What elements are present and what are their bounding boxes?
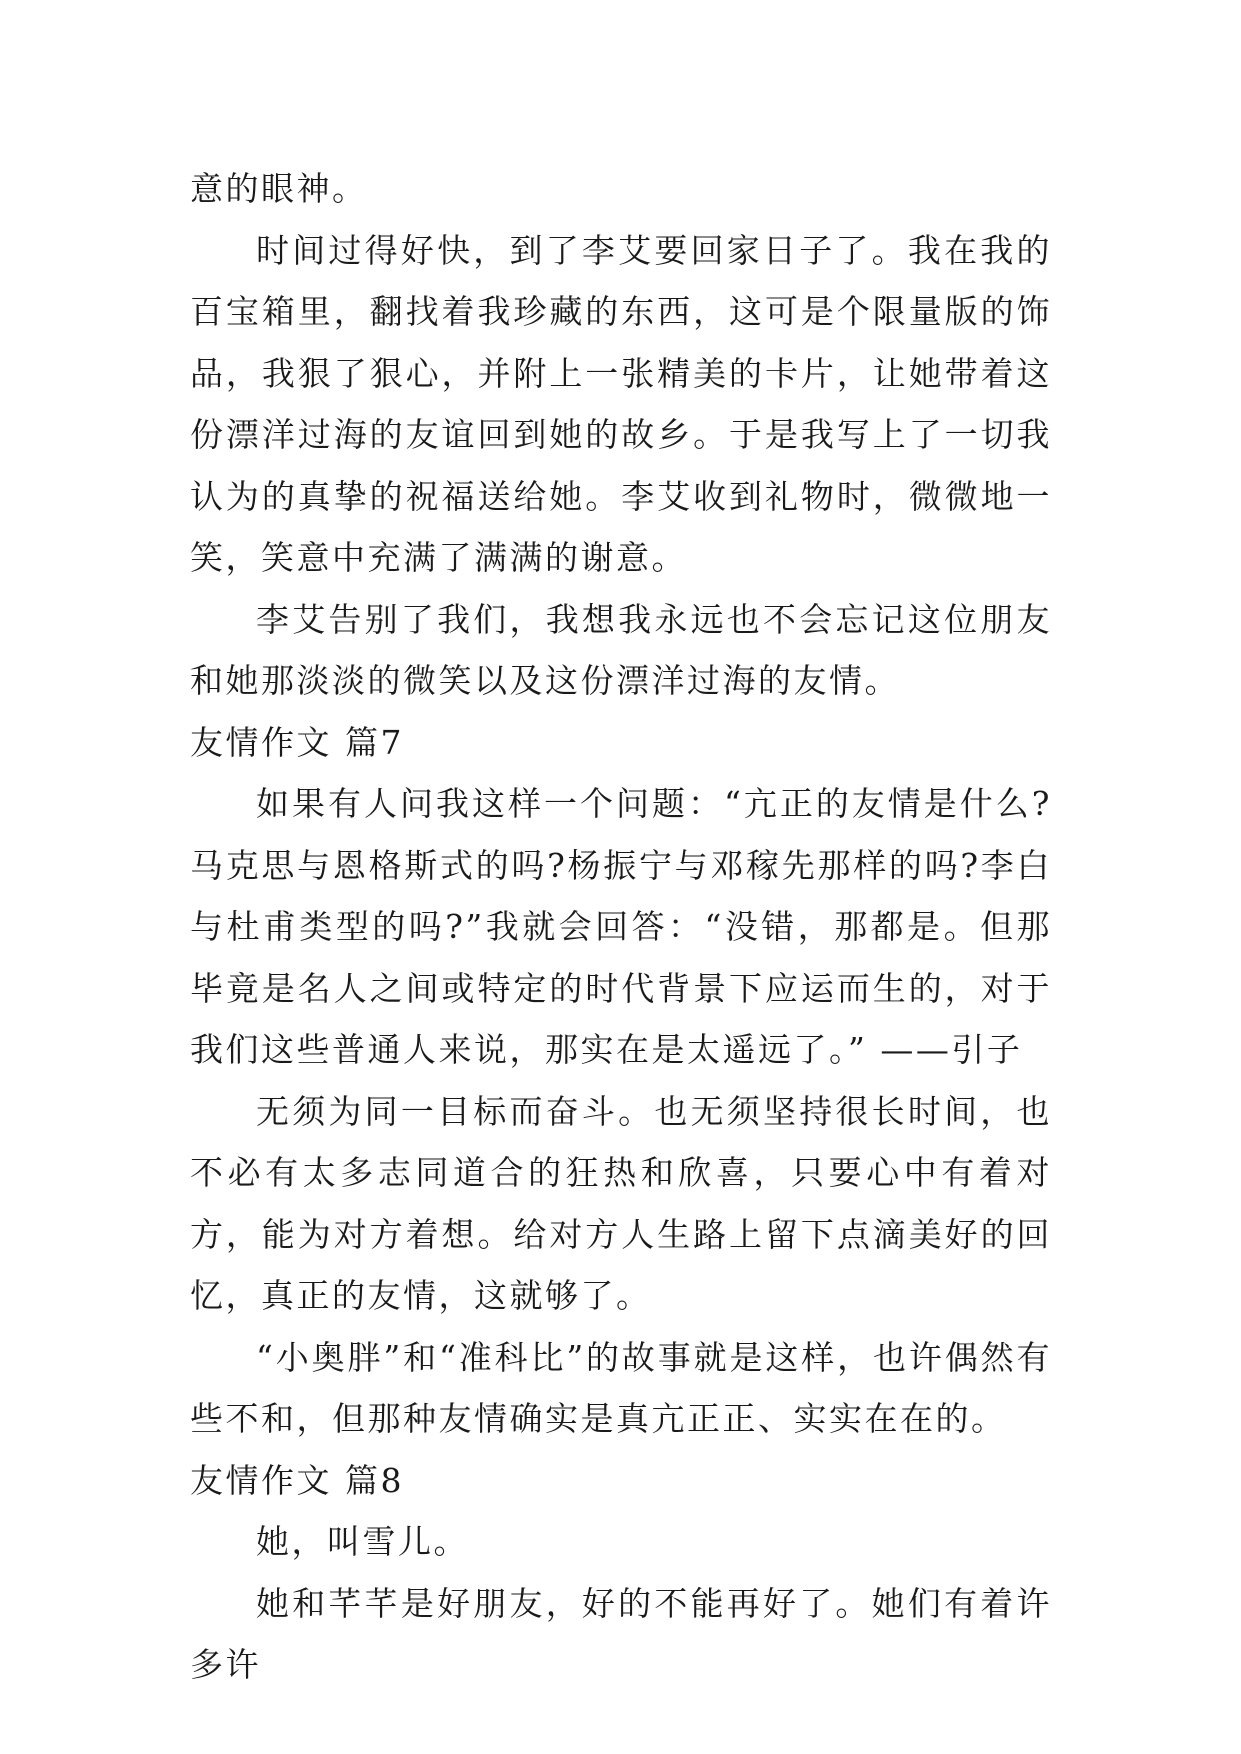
paragraph-continuation: 意的眼神。 xyxy=(190,169,368,208)
paragraph: 如果有人问我这样一个问题：“亢正的友情是什么?马克思与恩格斯式的吗?杨振宁与邓稼先那样的吗?李白与杜甫类型的吗?”我就会回答：“没错，那都是。但那毕竟是名人之间或特定的时代背景下应运而生的，对于我们这些普通人来说，那实在是太遥远了。” ——引子 xyxy=(190,784,1052,1069)
section-heading: 友情作文 篇8 xyxy=(190,1460,404,1500)
paragraph: 无须为同一目标而奋斗。也无须坚持很长时间，也不必有太多志同道合的狂热和欣喜，只要心中有着对方，能为对方着想。给对方人生路上留下点滴美好的回忆，真正的友情，这就够了。 xyxy=(190,1091,1052,1315)
document-body xyxy=(190,158,1052,1696)
paragraph: 她，叫雪儿。 xyxy=(256,1522,469,1561)
section-heading: 友情作文 篇7 xyxy=(190,722,404,762)
paragraph: 她和芊芊是好朋友，好的不能再好了。她们有着许多许 xyxy=(190,1583,1052,1684)
paragraph: 李艾告别了我们，我想我永远也不会忘记这位朋友和她那淡淡的微笑以及这份漂洋过海的友情。 xyxy=(190,599,1052,700)
paragraph: “小奥胖”和“准科比”的故事就是这样，也许偶然有些不和，但那种友情确实是真亢正正、实实在在的。 xyxy=(190,1337,1052,1438)
paragraph: 时间过得好快，到了李艾要回家日子了。我在我的百宝箱里，翻找着我珍藏的东西，这可是个限量版的饰品，我狠了狠心，并附上一张精美的卡片，让她带着这份漂洋过海的友谊回到她的故乡。于是我写上了一切我认为的真挚的祝福送给她。李艾收到礼物时，微微地一笑，笑意中充满了满满的谢意。 xyxy=(190,230,1052,577)
